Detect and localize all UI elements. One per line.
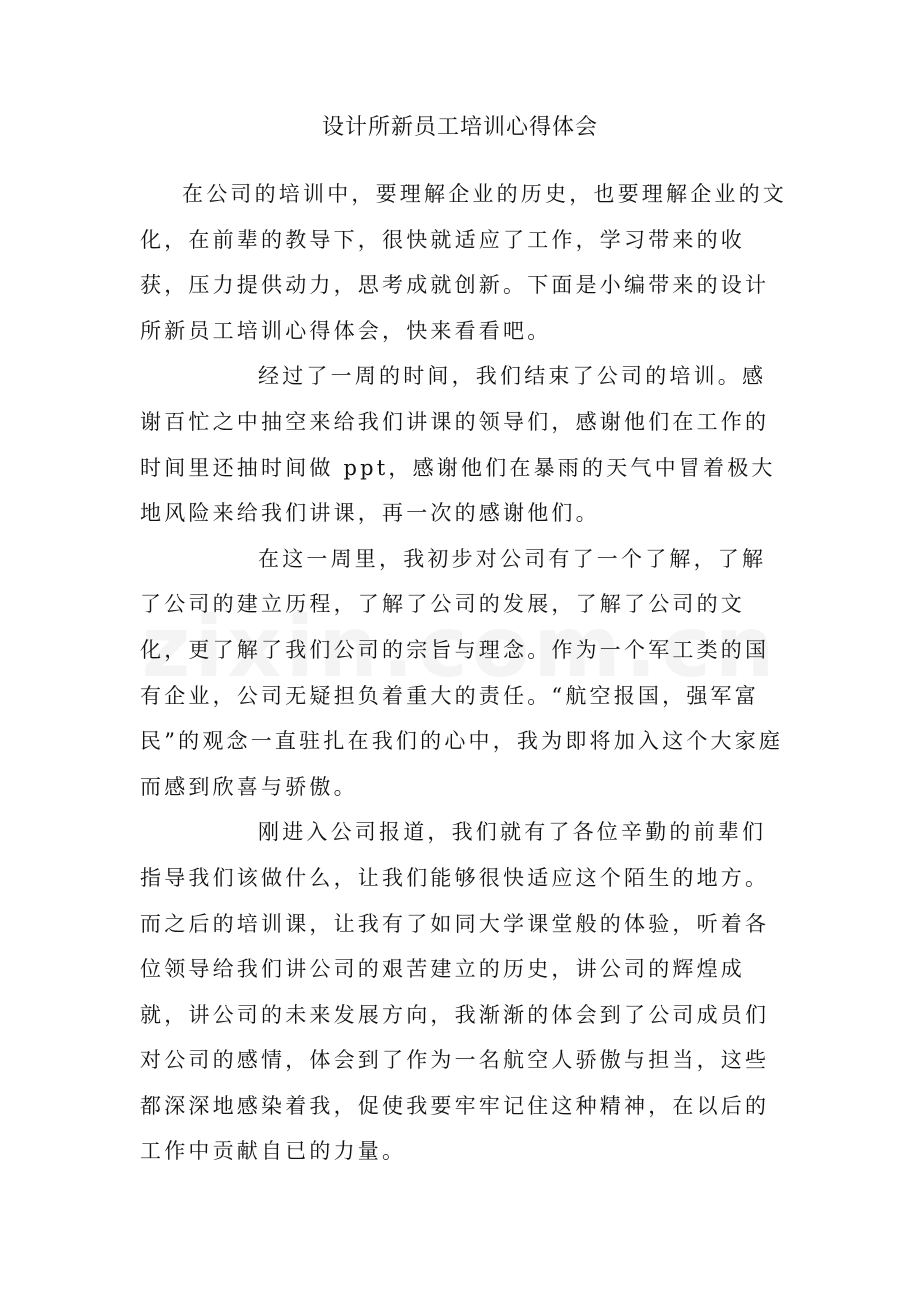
paragraph-company-understanding: 在这一周里，我初步对公司有了一个了解，了解了公司的建立历程，了解了公司的发展，了解了公司的文化，更了解了我们公司的宗旨与理念。作为一个军工类的国有企业，公司无疑担负着重大的责任。“航空报国，强军富民”的观念一直驻扎在我们的心中，我为即将加入这个大家庭而感到欣喜与骄傲。 bbox=[140, 546, 784, 799]
document-title: 设计所新员工培训心得体会 bbox=[321, 115, 598, 140]
paragraph-intro: 在公司的培训中，要理解企业的历史，也要理解企业的文化，在前辈的教导下，很快就适应了工作，学习带来的收获，压力提供动力，思考成就创新。下面是小编带来的设计所新员工培训心得体会，快来看看吧。 bbox=[140, 182, 787, 343]
document-body bbox=[140, 172, 790, 1175]
paragraph-thanks: 经过了一周的时间，我们结束了公司的培训。感谢百忙之中抽空来给我们讲课的领导们，感谢他们在工作的时间里还抽时间做 ppt，感谢他们在暴雨的天气中冒着极大地风险来给我们讲课，再一次的感谢他们。 bbox=[140, 364, 776, 526]
paragraph-training-experience: 刚进入公司报道，我们就有了各位辛勤的前辈们指导我们该做什么，让我们能够很快适应这个陌生的地方。而之后的培训课，让我有了如同大学课堂般的体验，听着各位领导给我们讲公司的艰苦建立的历史，讲公司的辉煌成就，讲公司的未来发展方向，我渐渐的体会到了公司成员们对公司的感情，体会到了作为一名航空人骄傲与担当，这些都深深地感染着我，促使我要牢牢记住这种精神，在以后的工作中贡献自已的力量。 bbox=[140, 820, 770, 1164]
